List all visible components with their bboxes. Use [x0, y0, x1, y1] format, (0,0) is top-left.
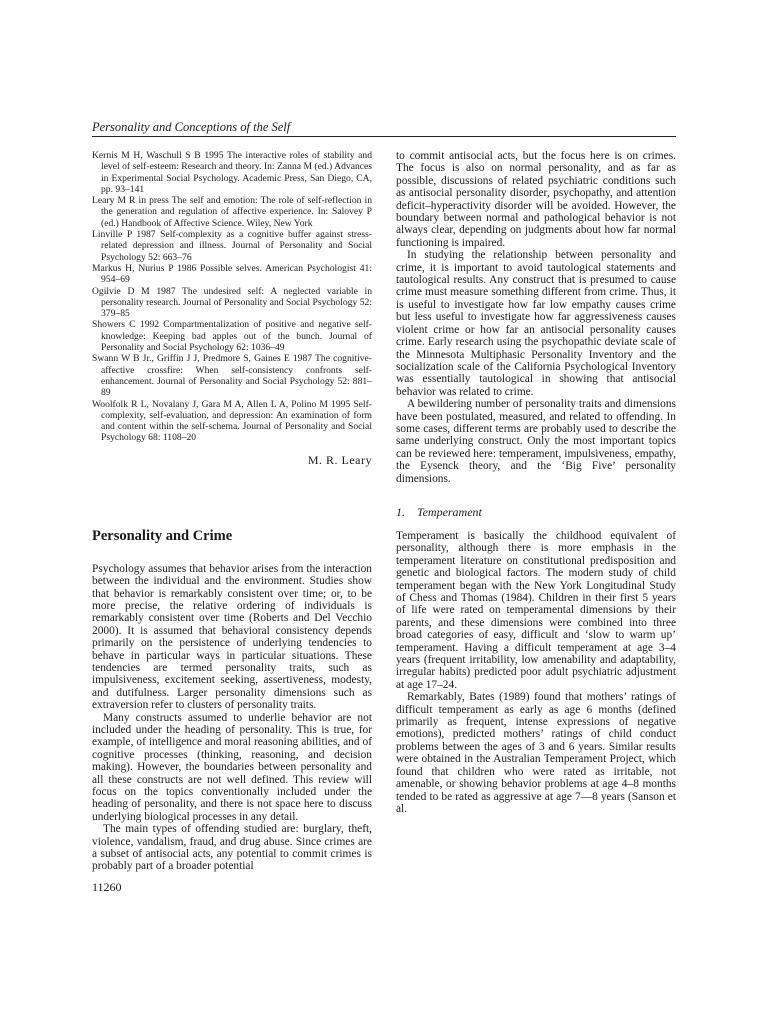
reference-item: Linville P 1987 Self-complexity as a cognitive buffer against stress-related depression and illness. Journal of Personality and Social Psychology 52: 663–76: [92, 229, 372, 263]
body-paragraph: A bewildering number of personality traits and dimensions have been postulated, measured, and related to offending. In some cases, different terms are probably used to describe the same underlying construct. Only the most important topics can be reviewed here: temperament, impulsiveness, empathy, the Eysenck theory, and the ‘Big Five’ personality dimensions.: [396, 398, 676, 485]
body-paragraph: to commit antisocial acts, but the focus here is on crimes. The focus is also on normal personality, and as far as possible, discussions of related psychiatric conditions such as antisocial personality disorder, psychopathy, and attention deficit–hyperactivity disorder will be avoided. However, the boundary between normal and pathological behavior is not always clear, depending on judgments about how far normal functioning is impaired.: [396, 150, 676, 249]
body-paragraph: Remarkably, Bates (1989) found that mothers’ ratings of difficult temperament as early as age 6 months (defined primarily as frequent, intense expressions of negative emotions), predicted mothers’ ratings of child conduct problems between the ages of 3 and 6 years. Similar results were obtained in the Australian Temperament Project, which found that children who were rated as irritable, not amenable, or showing behavior problems at age 4–8 months tended to be rated as aggressive at age 7—8 years (Sanson et al.: [396, 691, 676, 815]
reference-list: [92, 150, 372, 444]
section-title: Personality and Crime: [92, 527, 233, 544]
body-paragraph: Many constructs assumed to underlie behavior are not included under the heading of personality. This is true, for example, of intelligence and moral reasoning abilities, and of cognitive processes (thinking, reasoning, and decision making). However, the boundaries between personality and all these constructs are not well defined. This review will focus on the topics conventionally included under the heading of personality, and there is not space here to discuss underlying biological processes in any detail.: [92, 711, 372, 823]
reference-item: Ogilvie D M 1987 The undesired self: A neglected variable in personality research. Journal of Personality and Social Psychology 52: 379–85: [92, 285, 372, 320]
subsection-heading: [396, 505, 676, 520]
reference-item: Swann W B Jr., Griffin J J, Predmore S, Gaines E 1987 The cognitive-affective crossfire: When self-consistency confronts self-enhancement. Journal of Personality and Social Psychology 52: 881–89: [92, 353, 372, 399]
reference-item: Showers C 1992 Compartmentalization of positive and negative self-knowledge: Keeping bad apples out of the bunch. Journal of Personality and Social Psychology 62: 1036–49: [92, 319, 372, 354]
running-title: Personality and Conceptions of the Self: [92, 120, 291, 134]
subsection-number: 1.: [396, 504, 405, 519]
reference-item: Woolfolk R L, Novalany J, Gara M A, Allen L A, Polino M 1995 Self-complexity, self-evaluation, and depression: An examination of form and content within the self-schema. Journal of Personality and Social Psychology 68: 1108–20: [92, 398, 372, 444]
subsection-title: Temperament: [417, 504, 482, 519]
body-paragraph: The main types of offending studied are: burglary, theft, violence, vandalism, fraud, and drug abuse. Since crimes are a subset of antisocial acts, any potential to commit crimes is probably part of a broader potential: [92, 823, 372, 873]
reference-item: Markus H, Nurius P 1986 Possible selves. American Psychologist 41: 954–69: [92, 262, 372, 286]
reference-item: Kernis M H, Waschull S B 1995 The interactive roles of stability and level of self-esteem: Research and theory. In: Zanna M (ed.) Advances in Experimental Social Psychology. Academic Press, San Diego, CA, pp. 93–141: [92, 150, 372, 195]
article-author: M. R. Leary: [307, 452, 372, 467]
body-paragraph: Psychology assumes that behavior arises from the interaction between the individual and the environment. Studies show that behavior is remarkably consistent over time; or, to be more precise, the relative ordering of individuals is remarkably consistent over time (Roberts and Del Vecchio 2000). It is assumed that behavioral consistency depends primarily on the persistence of underlying tendencies to behave in particular ways in particular situations. These tendencies are termed personality traits, such as impulsiveness, excitement seeking, assertiveness, modesty, and dutifulness. Larger personality dimensions such as extraversion refer to clusters of personality traits.: [92, 562, 372, 712]
header-rule: [92, 136, 676, 137]
body-paragraph: In studying the relationship between personality and crime, it is important to avoid tautological statements and tautological results. Any construct that is presumed to cause crime must measure something different from crime. Thus, it is useful to investigate how far low empathy causes crime but less useful to investigate how far aggressiveness causes violent crime or how far an antisocial personality causes crime. Early research using the psychopathic deviate scale of the Minnesota Multiphasic Personality Inventory and the socialization scale of the California Psychological Inventory was essentially tautological in showing that antisocial behavior was related to crime.: [396, 249, 676, 398]
page-number: 11260: [92, 880, 122, 894]
left-column: [92, 150, 372, 873]
body-paragraph: Temperament is basically the childhood equivalent of personality, although there is more emphasis in the temperament literature on constitutional predisposition and genetic and biological factors. The modern study of child temperament began with the New York Longitudinal Study of Chess and Thomas (1984). Children in their first 5 years of life were rated on temperamental dimensions by their parents, and these dimensions were combined into three broad categories of easy, difficult and ‘slow to warm up’ temperament. Having a difficult temperament at age 3–4 years (frequent irritability, low amenability and adaptability, irregular habits) predicted poor adult psychiatric adjustment at age 17–24.: [396, 529, 676, 691]
reference-item: Leary M R in press The self and emotion: The role of self-reflection in the generation and regulation of affective experience. In: Salovey P (ed.) Handbook of Affective Science. Wiley, New York: [92, 195, 372, 229]
right-column: [396, 150, 676, 815]
